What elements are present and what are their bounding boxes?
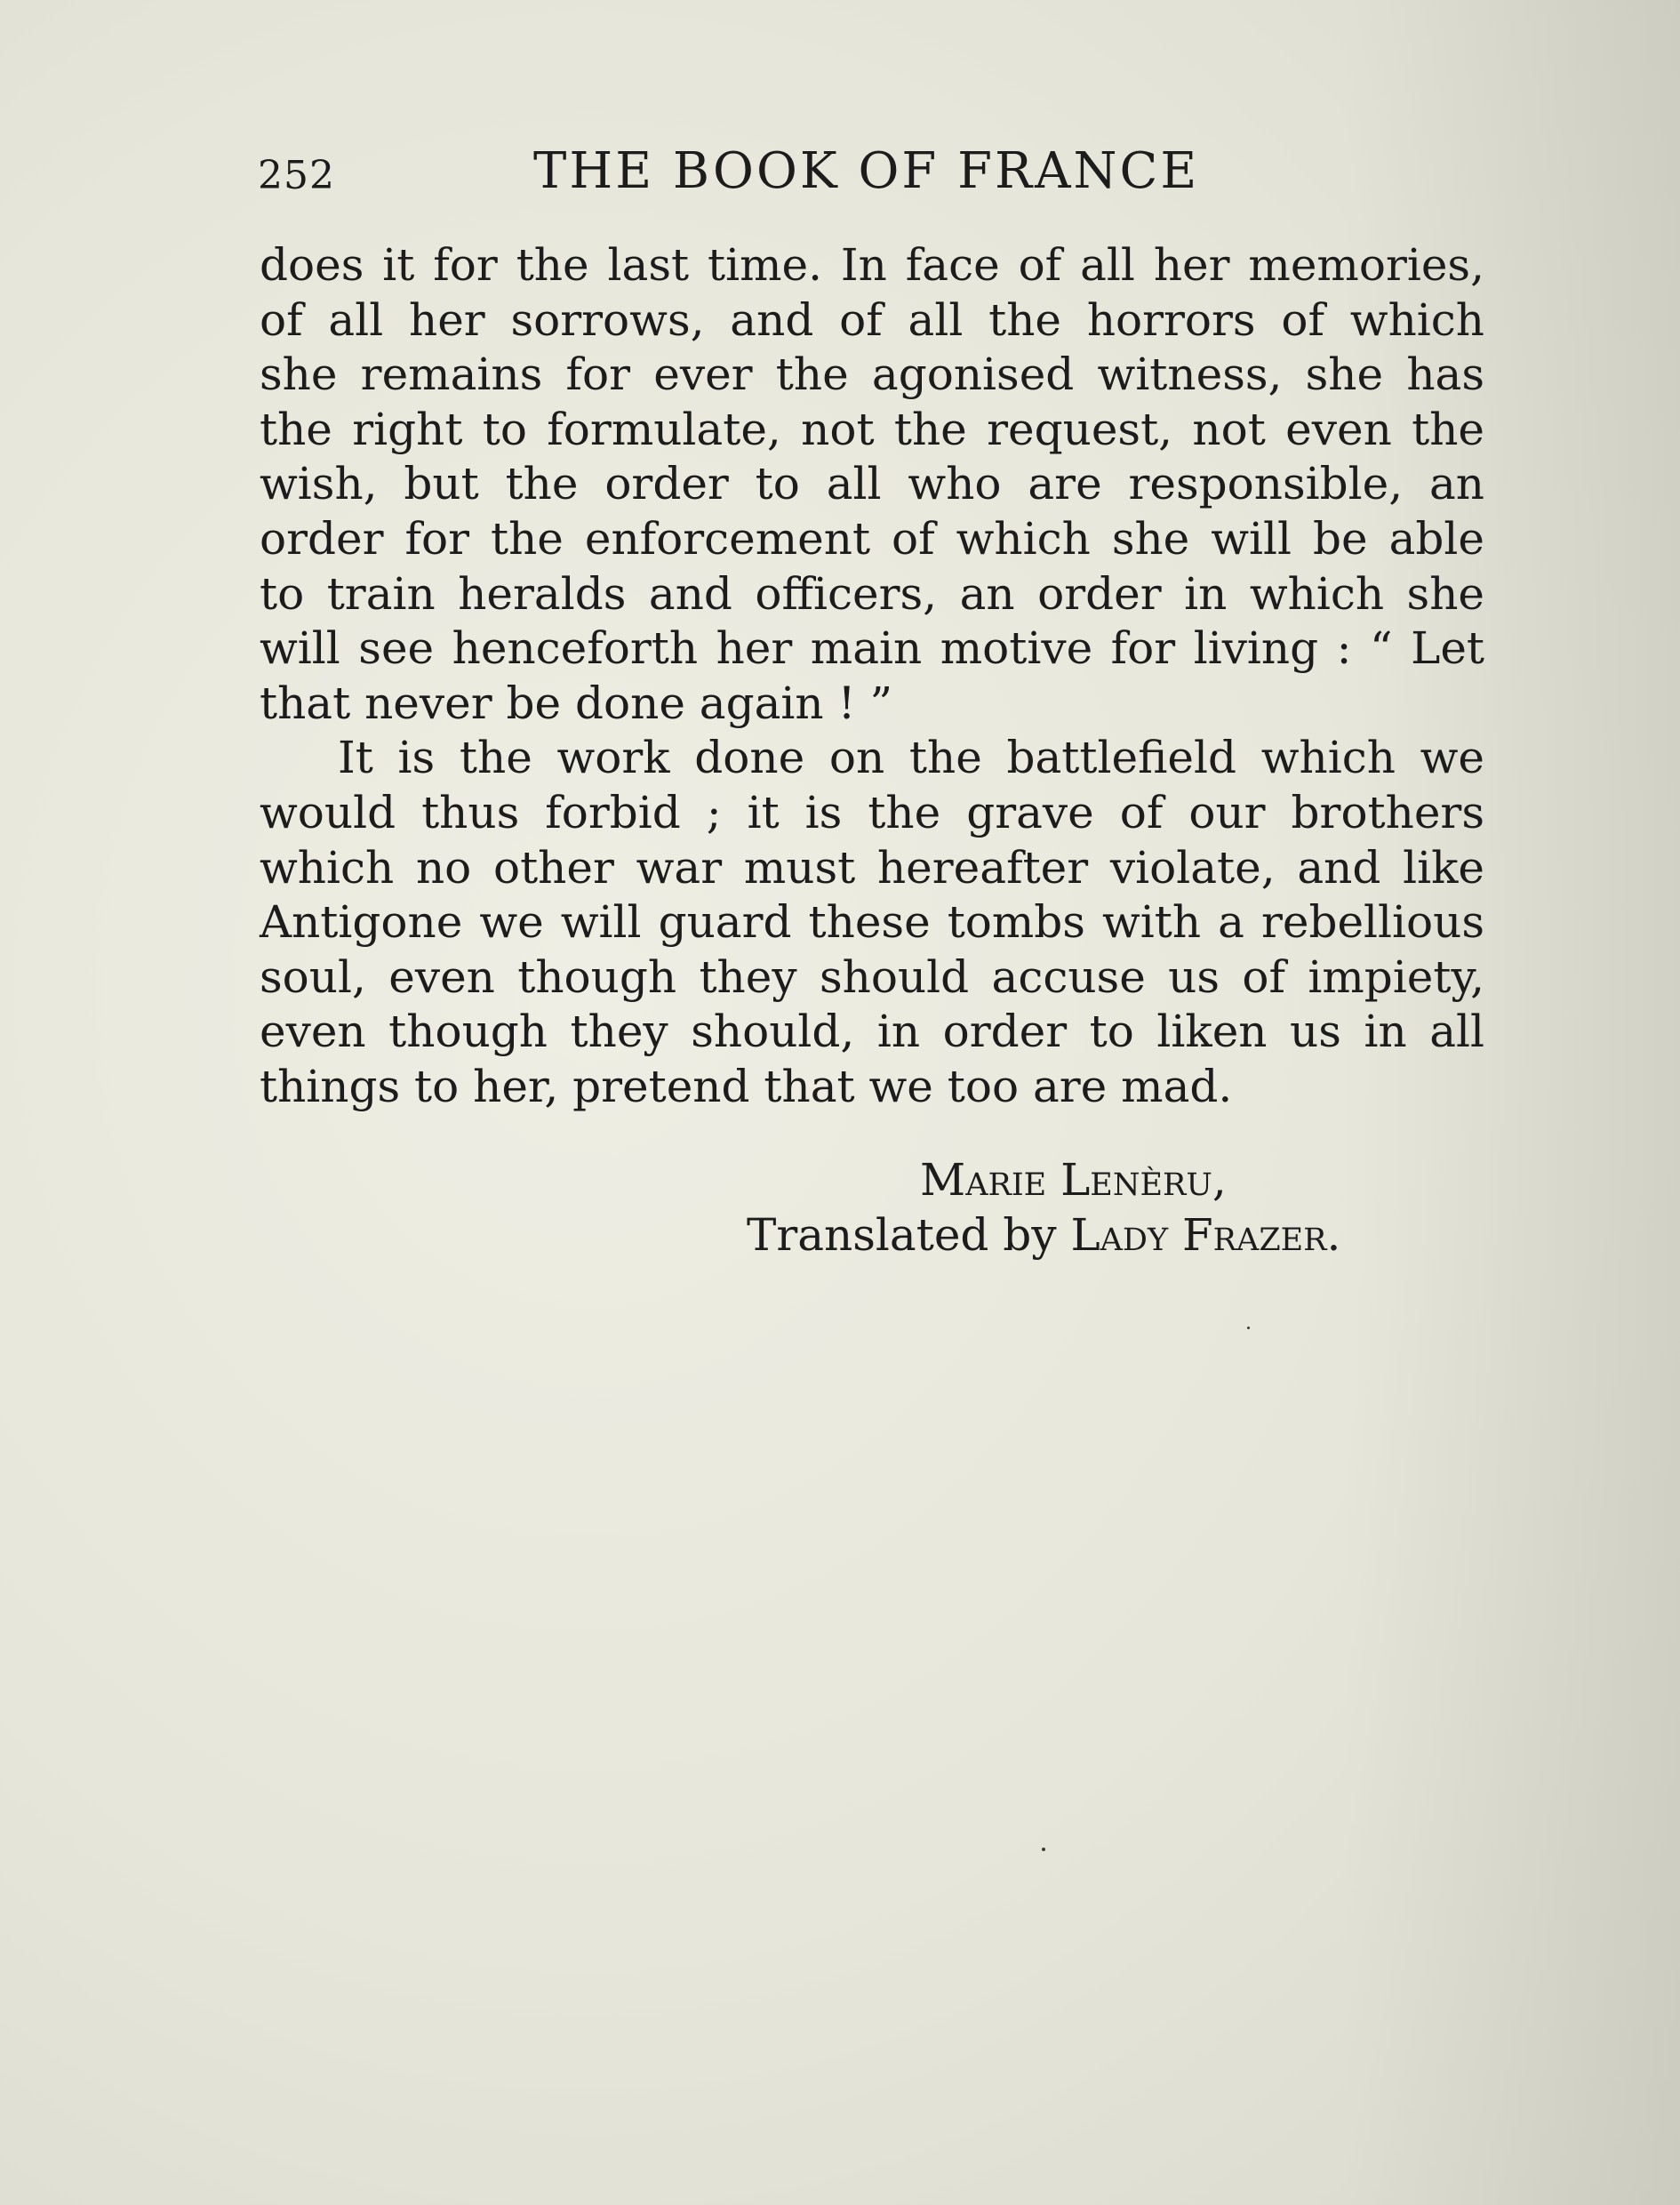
page-number: 252: [258, 153, 335, 198]
text-line: which no other war must hereafter violate, and like: [260, 841, 1484, 894]
text-line: that never be done again ! ”: [260, 677, 893, 729]
text-line: to train heralds and officers, an order in which she: [260, 567, 1484, 620]
translator-name: Lady Frazer.: [1070, 1209, 1341, 1261]
translator-line: [747, 1207, 1458, 1263]
paper-speck: [1042, 1848, 1045, 1851]
text-line: It is the work done on the battlefield which we: [338, 732, 1484, 784]
running-head: [258, 142, 1484, 213]
author-name: Marie Lenèru,: [920, 1154, 1227, 1206]
text-line: of all her sorrows, and of all the horrors of which: [260, 293, 1484, 346]
text-line: order for the enforcement of which she will be able: [260, 512, 1484, 565]
attribution: [747, 1152, 1458, 1263]
text-line: the right to formulate, not the request, not even the: [260, 403, 1484, 455]
text-line: does it for the last time. In face of all her memories,: [260, 239, 1484, 291]
translated-by-label: Translated by: [747, 1209, 1071, 1261]
paper-speck: [1247, 1327, 1250, 1329]
text-line: things to her, pretend that we too are mad.: [260, 1060, 1233, 1112]
text-line: would thus forbid ; it is the grave of our brothers: [260, 786, 1484, 838]
body-text: [260, 238, 1484, 1115]
text-line: will see henceforth her main motive for living : “ Let: [260, 622, 1484, 675]
text-line: wish, but the order to all who are responsible, an: [260, 458, 1484, 510]
text-line: soul, even though they should accuse us of impiety,: [260, 950, 1484, 1003]
text-line: she remains for ever the agonised witness, she has: [260, 349, 1484, 401]
text-line: even though they should, in order to liken us in all: [260, 1006, 1484, 1058]
text-line: Antigone we will guard these tombs with a rebellious: [260, 896, 1484, 949]
running-title: THE BOOK OF FRANCE: [533, 142, 1200, 200]
